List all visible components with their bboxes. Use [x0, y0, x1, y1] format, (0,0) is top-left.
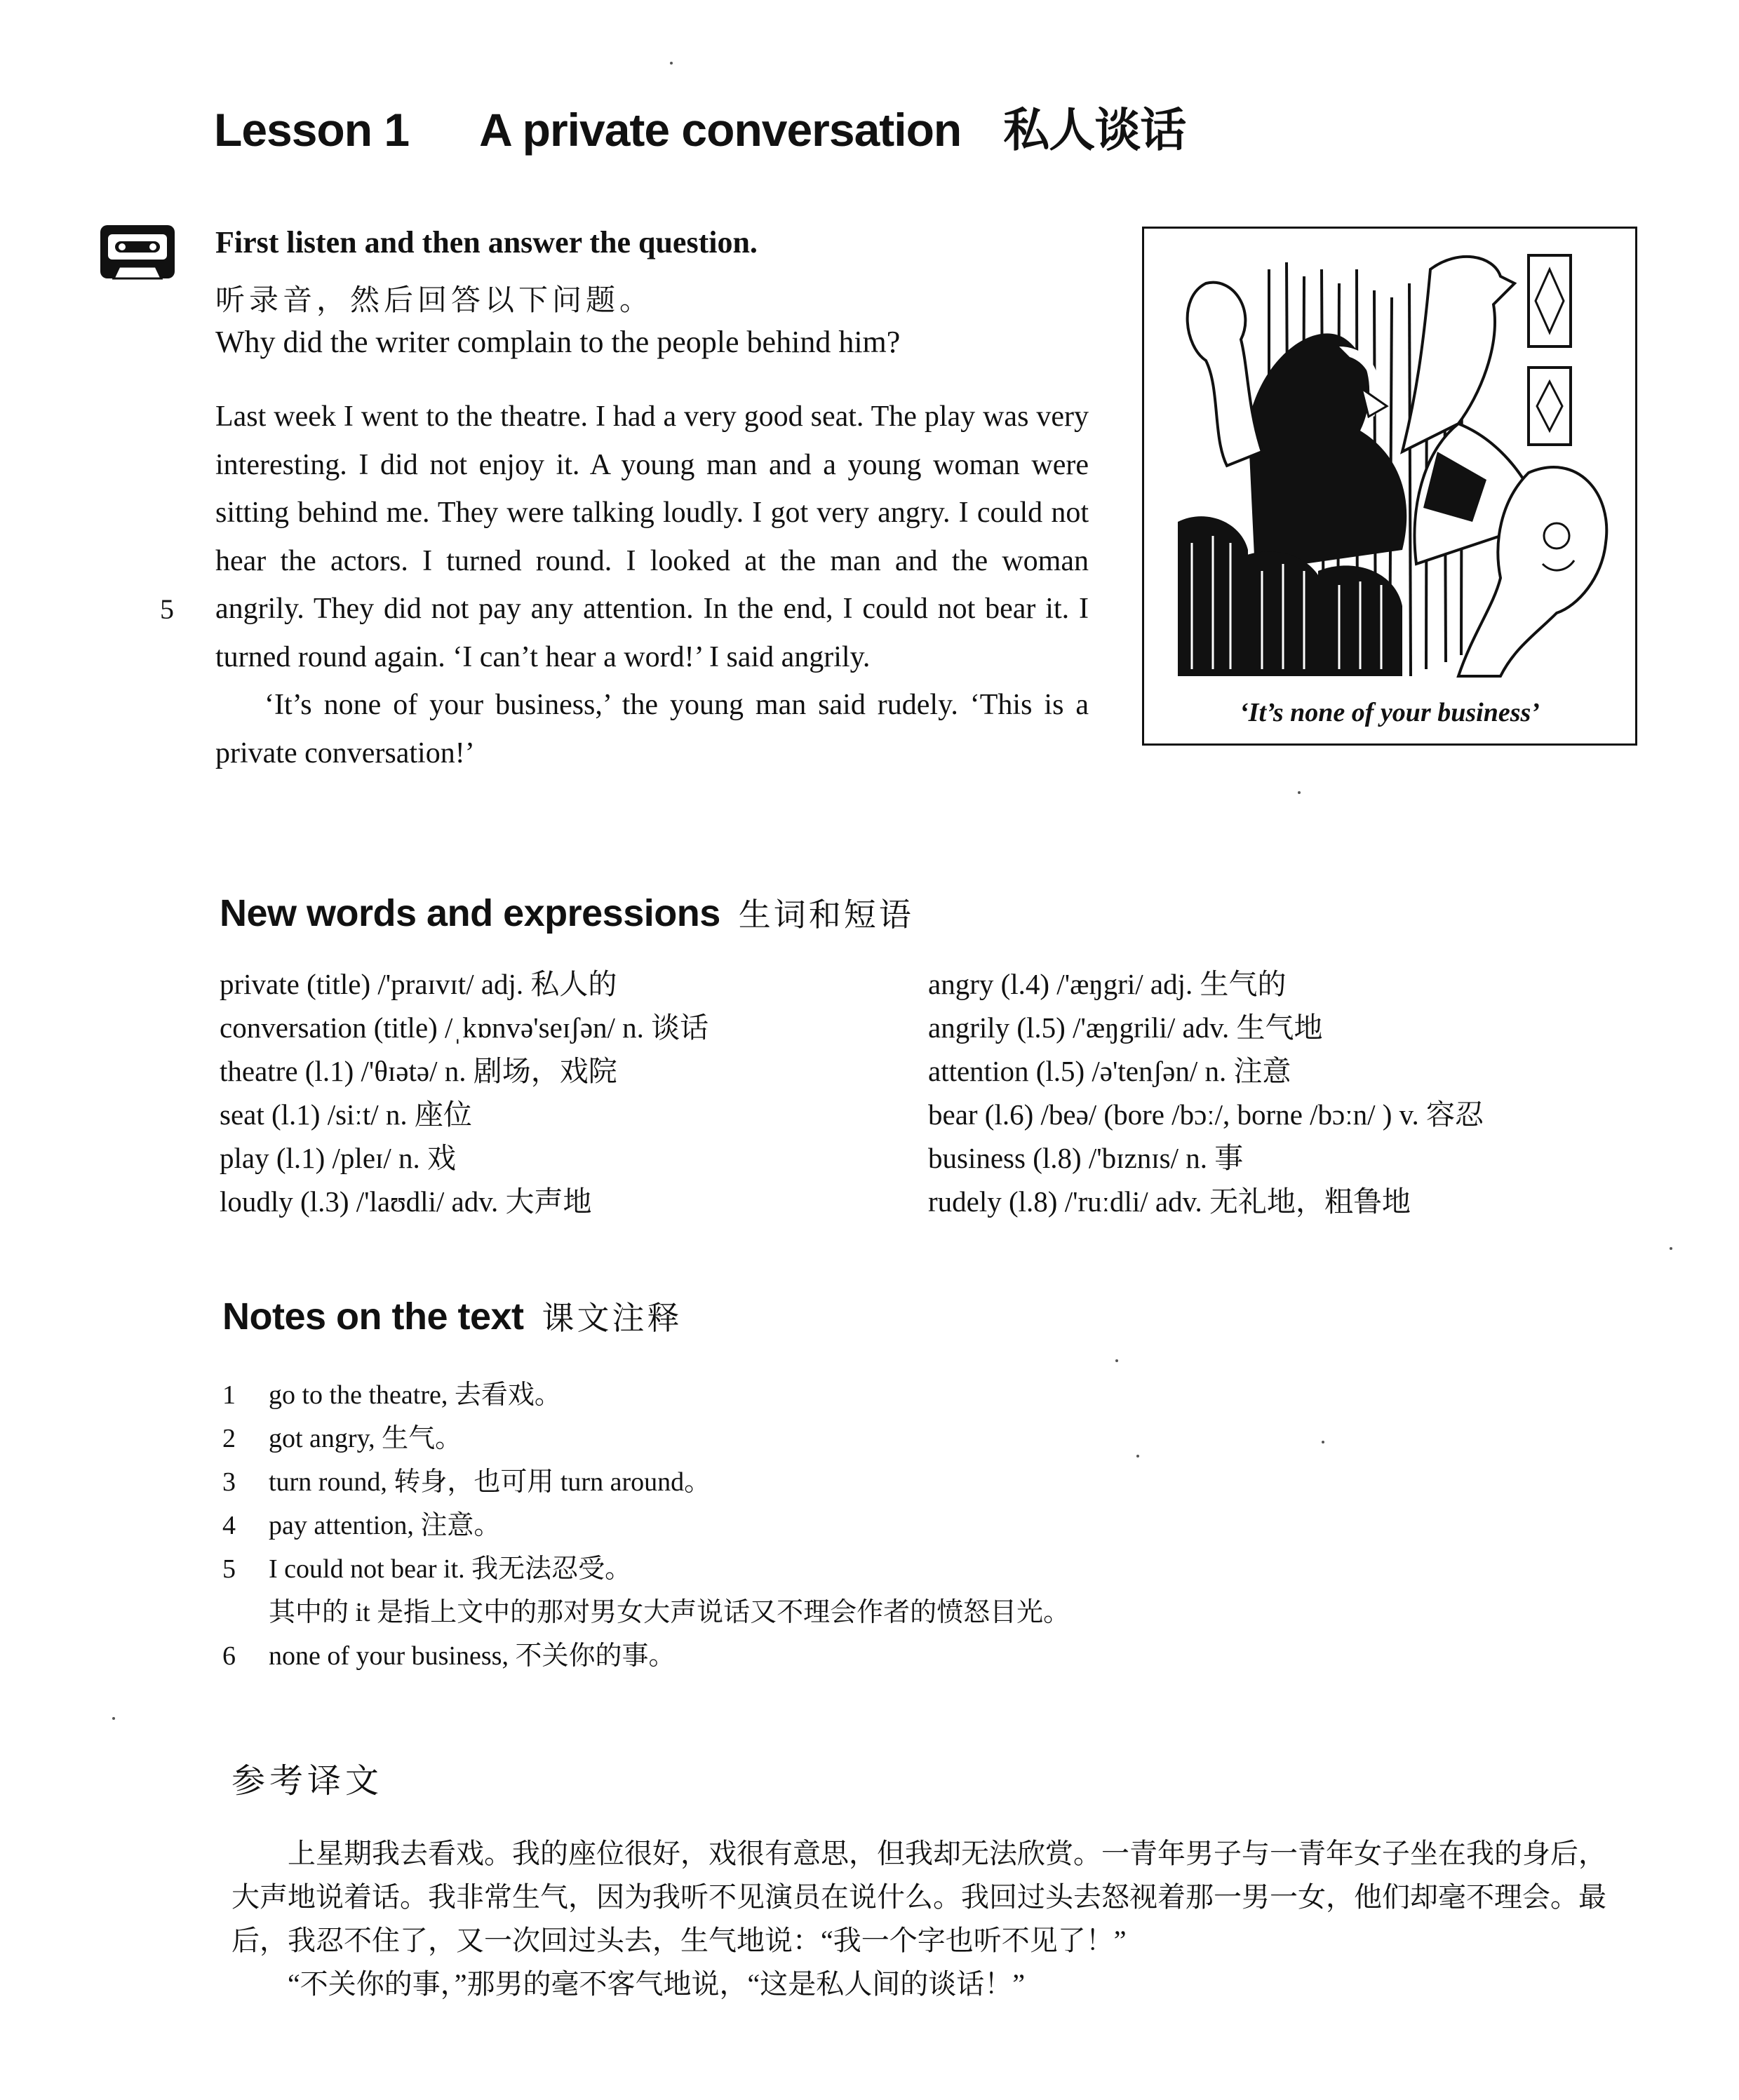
note-text: turn round, 转身，也可用 turn around。: [269, 1467, 711, 1497]
vocabulary-entry: conversation (title) /ˌkɒnvə'seɪʃən/ n. 谈话: [220, 1011, 709, 1044]
theatre-illustration: [1164, 241, 1617, 687]
notes-heading-english: Notes on the text: [222, 1295, 524, 1338]
translation-heading: 参考译文: [231, 1763, 384, 1800]
story-paragraph: Last week I went to the theatre. I had a very good seat. The play was very interesting. I did not enjoy it. A young man and a young woman were sitting behind me. They were talking loudly. I got very angry. I could not hear the actors. I turned round. I looked at the man and the woman angrily. They did not pay any attention. In the end, I could not bear it. I turned round again. ‘I can’t hear a word!’ I said angrily.: [215, 401, 1089, 673]
illustration-caption: ‘It’s none of your business’: [1240, 698, 1540, 727]
lesson-title: [214, 93, 1186, 159]
vocabulary-heading-chinese: 生词和短语: [738, 897, 914, 933]
scan-speck: [1136, 1455, 1139, 1458]
story-text: [215, 393, 1089, 777]
line-number: 5: [160, 593, 174, 625]
story-paragraph: ‘It’s none of your business,’ the young man said rudely. ‘This is a private conversation!’: [215, 689, 1089, 769]
note-text: got angry, 生气。: [269, 1424, 462, 1453]
lesson-number: Lesson 1: [214, 104, 410, 156]
note-number: 6: [222, 1641, 236, 1671]
vocabulary-entry: theatre (l.1) /'θɪətə/ n. 剧场，戏院: [220, 1055, 617, 1087]
vocabulary-list-right: [928, 962, 1484, 1223]
vocabulary-entry: play (l.1) /pleɪ/ n. 戏: [220, 1142, 457, 1174]
note-text: I could not bear it. 我无法忍受。: [269, 1554, 632, 1584]
note-text: none of your business, 不关你的事。: [269, 1641, 676, 1671]
notes-heading: [222, 1293, 683, 1339]
scan-speck: [112, 1717, 115, 1720]
lesson-title-chinese: 私人谈话: [1003, 104, 1186, 156]
translation-paragraph: “不关你的事，”那男的毫不客气地说，“这是私人间的谈话！”: [288, 1968, 1026, 2000]
vocabulary-entry: seat (l.1) /siːt/ n. 座位: [220, 1098, 472, 1131]
cassette-icon: [98, 223, 177, 285]
note-text: pay attention, 注意。: [269, 1511, 501, 1540]
note-number: 5: [222, 1554, 236, 1584]
lesson-title-english: A private conversation: [479, 104, 962, 156]
vocabulary-entry: loudly (l.3) /'laʊdli/ adv. 大声地: [220, 1185, 592, 1218]
vocabulary-entry: attention (l.5) /ə'tenʃən/ n. 注意: [928, 1055, 1291, 1087]
scan-speck: [1115, 1359, 1118, 1362]
vocabulary-heading: [220, 889, 914, 936]
vocabulary-entry: angrily (l.5) /'æŋgrili/ adv. 生气地: [928, 1011, 1323, 1044]
listen-question: Why did the writer complain to the people behind him?: [215, 325, 901, 359]
note-text: go to the theatre, 去看戏。: [269, 1380, 561, 1410]
vocabulary-list-left: [220, 962, 709, 1223]
note-number: 3: [222, 1467, 236, 1497]
scan-speck: [1322, 1441, 1324, 1443]
listen-heading-chinese: 听录音，然后回答以下问题。: [215, 285, 654, 317]
vocabulary-entry: private (title) /'praɪvɪt/ adj. 私人的: [220, 968, 617, 1000]
vocabulary-entry: rudely (l.8) /'ruːdli/ adv. 无礼地，粗鲁地: [928, 1185, 1411, 1218]
scan-speck: [1298, 791, 1301, 794]
note-number: 2: [222, 1424, 236, 1453]
scan-speck: [1670, 1247, 1672, 1250]
vocabulary-entry: angry (l.4) /'æŋgri/ adj. 生气的: [928, 968, 1287, 1000]
note-text: 其中的 it 是指上文中的那对男女大声说话又不理会作者的愤怒目光。: [269, 1598, 1070, 1627]
note-number: 4: [222, 1511, 236, 1540]
note-number: 1: [222, 1380, 236, 1410]
translation-paragraph: 上星期我去看戏。我的座位很好，戏很有意思，但我却无法欣赏。一青年男子与一青年女子坐在我的身后，大声地说着话。我非常生气，因为我听不见演员在说什么。我回过头去怒视着那一男一女，他们却毫不理会。最后，我忍不住了，又一次回过头去，生气地说：“我一个字也听不见了！”: [231, 1838, 1606, 1956]
vocabulary-heading-english: New words and expressions: [220, 892, 720, 934]
vocabulary-entry: business (l.8) /'bɪznɪs/ n. 事: [928, 1142, 1244, 1174]
vocabulary-entry: bear (l.6) /beə/ (bore /bɔː/, borne /bɔːn/ ) v. 容忍: [928, 1098, 1484, 1131]
notes-heading-chinese: 课文注释: [542, 1300, 683, 1336]
illustration-frame: [1142, 227, 1637, 746]
scan-speck: [670, 62, 673, 65]
translation-text: [231, 1832, 1610, 2006]
listen-heading: First listen and then answer the question.: [215, 225, 758, 260]
